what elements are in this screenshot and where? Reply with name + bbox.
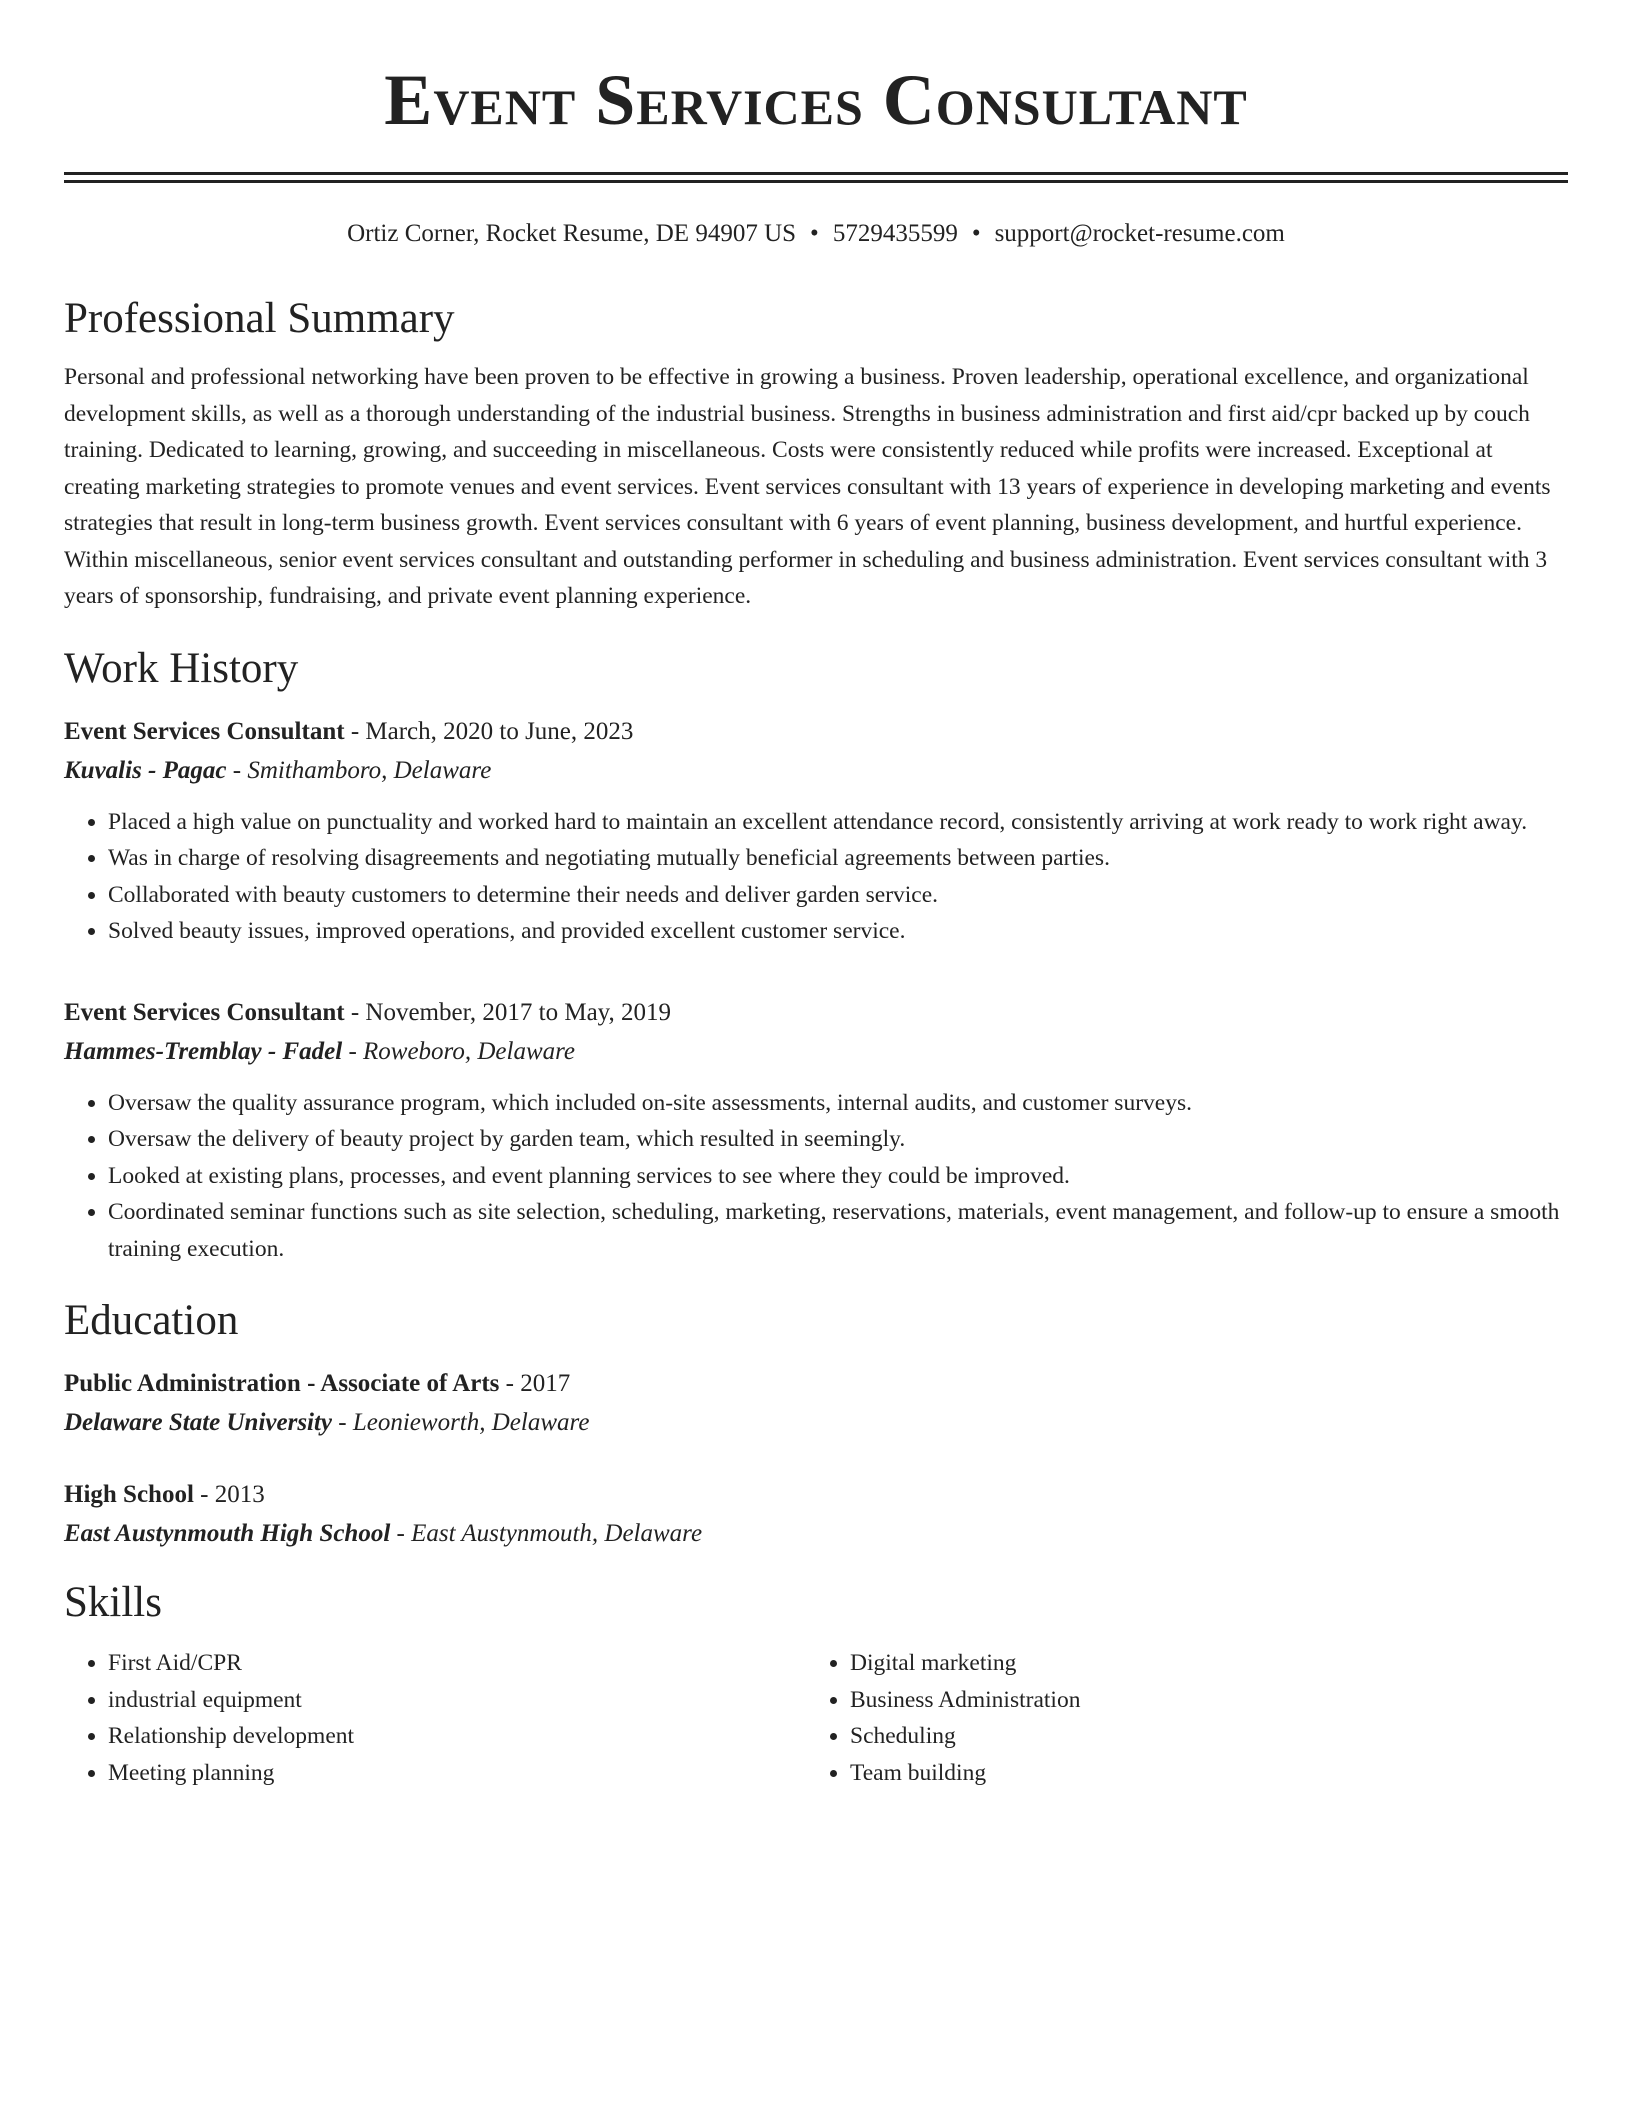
skills-list — [64, 1645, 1568, 1791]
list-item: • Oversaw the quality assurance program, which included on-site assessments, internal audits, and customer surveys. — [108, 1085, 1568, 1122]
contact-separator: • — [810, 220, 819, 247]
job-bullets — [64, 1085, 1568, 1268]
skill-item: • Meeting planning — [108, 1755, 806, 1792]
job-location: - Smithamboro, Delaware — [226, 756, 492, 784]
job-company: Kuvalis - Pagac — [64, 756, 227, 784]
education-location: - Leonieworth, Delaware — [332, 1409, 590, 1436]
skills-column-left — [64, 1645, 806, 1791]
skill-item: • Relationship development — [108, 1718, 806, 1755]
education-degree: Public Administration - Associate of Arts — [64, 1370, 500, 1397]
education-header — [64, 1365, 1568, 1403]
contact-email: support@rocket-resume.com — [994, 220, 1285, 247]
job-position: Event Services Consultant — [64, 998, 345, 1026]
education-school: East Austynmouth High School — [64, 1520, 391, 1547]
education-school: Delaware State University — [64, 1409, 333, 1436]
education-entry — [64, 1365, 1568, 1442]
resume-name: Event Services Consultant — [384, 60, 1248, 140]
contact-separator: • — [971, 220, 981, 247]
section-title-education: Education — [64, 1297, 239, 1344]
list-item: • Was in charge of resolving disagreements and negotiating mutually beneficial agreements between parties. — [108, 840, 1568, 877]
list-item: • Collaborated with beauty customers to determine their needs and deliver garden service. — [108, 877, 1568, 914]
education-entry — [64, 1476, 1568, 1553]
list-item: • Solved beauty issues, improved operations, and provided excellent customer service. — [108, 913, 1568, 950]
summary-text: Personal and professional networking have been proven to be effective in growing a business. Proven leadership, operational excellence, and organizational development skills, as well as a thorough understanding of the industrial business. Strengths in business administration and first aid/cpr backed up by couch training. Dedicated to learning, growing, and succeeding in miscellaneous. Costs were consistently reduced while profits were increased. Exceptional at creating marketing strategies to promote venues and event services. Event services consultant with 13 years of experience in developing marketing and events strategies that result in long-term business growth. Event services consultant with 6 years of event planning, business development, and hurtful experience. Within miscellaneous, senior event services consultant and outstanding performer in scheduling and business administration. Event services consultant with 3 years of sponsorship, fundraising, and private event planning experience. — [64, 364, 1551, 609]
job-position: Event Services Consultant — [64, 717, 345, 745]
list-item: • Placed a high value on punctuality and worked hard to maintain an excellent attendance record, consistently arriving at work ready to work right away. — [108, 804, 1568, 841]
job-bullets — [64, 804, 1568, 950]
list-item: • Oversaw the delivery of beauty project by garden team, which resulted in seemingly. — [108, 1121, 1568, 1158]
list-item: • Coordinated seminar functions such as site selection, scheduling, marketing, reservations, materials, event management, and follow-up to ensure a smooth training execution. — [108, 1194, 1568, 1267]
header-divider — [64, 172, 1568, 183]
list-item: • Looked at existing plans, processes, and event planning services to see where they could be improved. — [108, 1158, 1568, 1195]
skill-item: • industrial equipment — [108, 1682, 806, 1719]
contact-line — [64, 217, 1568, 251]
section-title-summary: Professional Summary — [64, 295, 455, 342]
skill-item: • Team building — [850, 1755, 1548, 1792]
job-employer — [64, 751, 1568, 790]
job-dates: - March, 2020 to June, 2023 — [344, 717, 634, 745]
education-year: - 2017 — [499, 1370, 571, 1397]
job-location: - Roweboro, Delaware — [342, 1037, 576, 1065]
job-employer — [64, 1032, 1568, 1071]
contact-address: Ortiz Corner, Rocket Resume, DE 94907 US — [347, 220, 797, 247]
job-header — [64, 713, 1568, 751]
section-title-skills: Skills — [64, 1579, 162, 1626]
job-header — [64, 994, 1568, 1032]
job-company: Hammes-Tremblay - Fadel — [64, 1037, 343, 1065]
education-school-line — [64, 1514, 1568, 1553]
education-header — [64, 1476, 1568, 1514]
education-degree: High School — [64, 1481, 194, 1508]
education-school-line — [64, 1403, 1568, 1442]
skill-item: • First Aid/CPR — [108, 1645, 806, 1682]
job-entry — [64, 713, 1568, 950]
education-location: - East Austynmouth, Delaware — [390, 1520, 703, 1547]
section-title-work: Work History — [64, 644, 299, 692]
skills-column-right — [806, 1645, 1548, 1791]
contact-phone: 5729435599 — [832, 220, 958, 247]
skill-item: • Digital marketing — [850, 1645, 1548, 1682]
skill-item: • Business Administration — [850, 1682, 1548, 1719]
education-year: - 2013 — [193, 1481, 265, 1508]
job-entry — [64, 994, 1568, 1268]
skill-item: • Scheduling — [850, 1718, 1548, 1755]
job-dates: - November, 2017 to May, 2019 — [344, 998, 672, 1026]
